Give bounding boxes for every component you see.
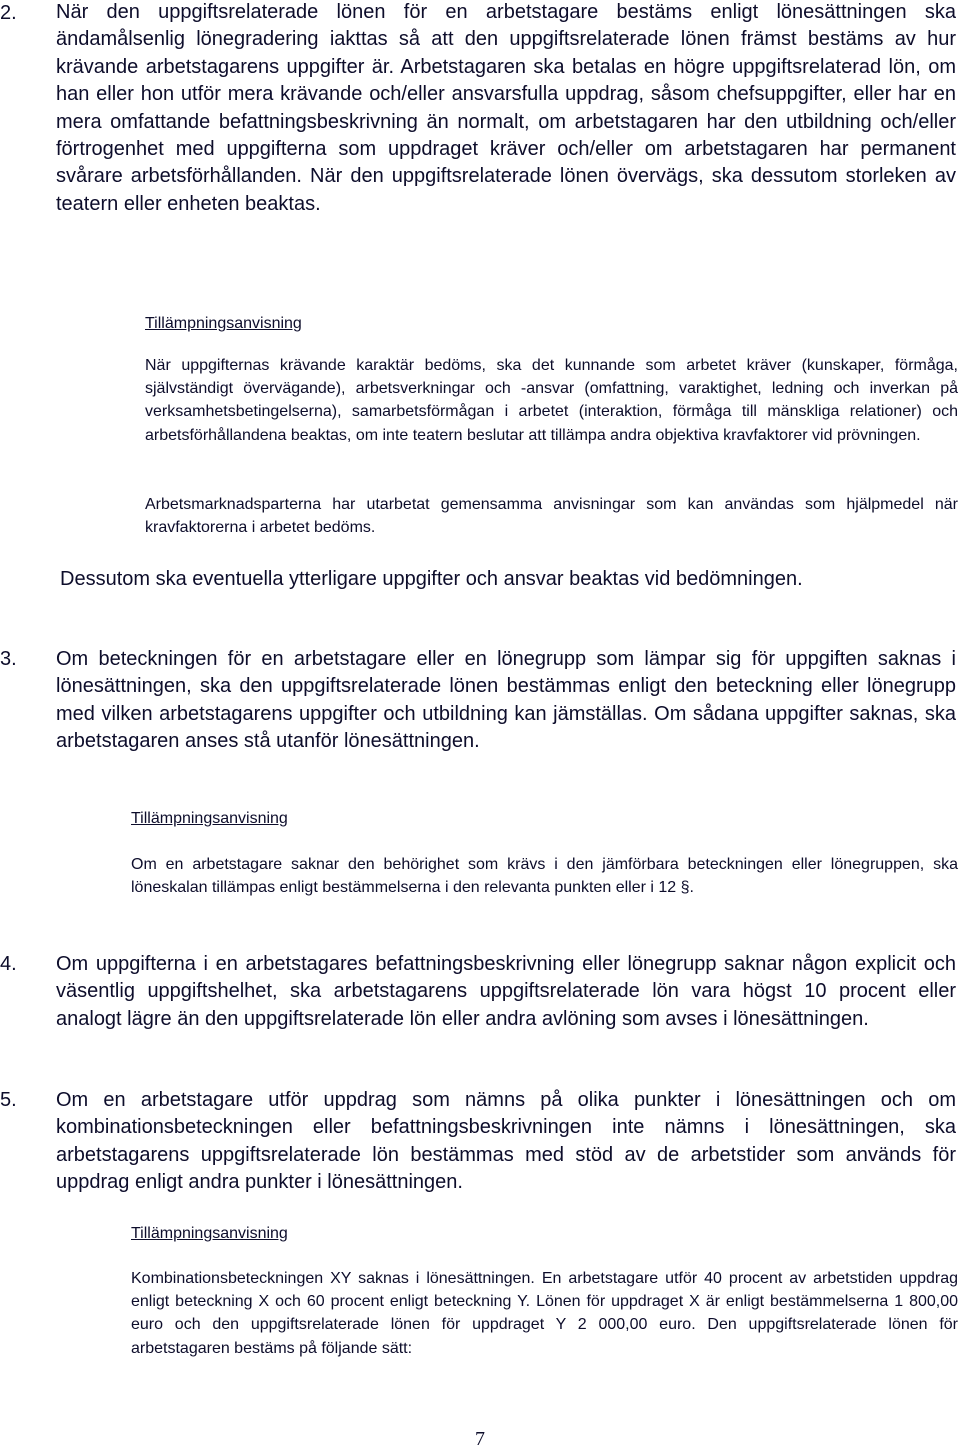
guideline-heading: Tillämpningsanvisning [131,1225,288,1242]
section-number: 5. [0,1089,17,1111]
section-text: Om en arbetstagare utför uppdrag som nämns på olika punkter i lönesättningen och om kombinationsbeteckningen eller befattningsbeskrivningen inte nämns i lönesättningen, ska arbetstagarens uppgiftsrelaterade lön bestämmas med stöd av de arbetstider som används för uppdrag enligt andra punkter i lönesättningen. [56,1089,956,1194]
guideline-heading: Tillämpningsanvisning [131,810,288,827]
section-number: 2. [0,2,17,24]
page-number: 7 [475,1428,485,1450]
section-number: 3. [0,648,17,670]
guideline-paragraph: Om en arbetstagare saknar den behörighet som krävs i den jämförbara beteckningen eller lönegruppen, ska löneskalan tillämpas enligt bestämmelserna i den relevanta punkten eller i 12 §. [131,856,958,897]
guideline-paragraph: Arbetsmarknadsparterna har utarbetat gemensamma anvisningar som kan användas som hjälpmedel när kravfaktorerna i arbetet bedöms. [145,496,958,537]
guideline-heading: Tillämpningsanvisning [145,315,302,332]
section-text: Om beteckningen för en arbetstagare eller en lönegrupp som lämpar sig för uppgiften saknas i lönesättningen, ska den uppgiftsrelaterade lönen bestämmas enligt den beteckning eller lönegrupp med vilken arbetstagarens uppgifter och utbildning kan jämställas. Om sådana uppgifter saknas, ska arbetstagaren anses stå utanför lönesättningen. [56,648,956,753]
section-text: Om uppgifterna i en arbetstagares befattningsbeskrivning eller lönegrupp saknar någon explicit och väsentlig uppgiftshelhet, ska arbetstagarens uppgiftsrelaterade lön vara högst 10 procent eller analogt lägre än den uppgiftsrelaterade lön eller andra avlöning som avses i lönesättningen. [56,953,956,1030]
guideline-paragraph: Kombinationsbeteckningen XY saknas i lönesättningen. En arbetstagare utför 40 procent av arbetstiden uppdrag enligt beteckning X och 60 procent enligt beteckning Y. Lönen för uppdraget X är enligt bestämmelserna 1 800,00 euro och den uppgiftsrelaterade lönen för uppdraget Y 2 000,00 euro. Den uppgiftsrelaterade lönen för arbetstagaren bestäms på följande sätt: [131,1270,958,1357]
closing-text: Dessutom ska eventuella ytterligare uppgifter och ansvar beaktas vid bedömningen. [60,568,803,590]
section-number: 4. [0,953,17,975]
section-text: När den uppgiftsrelaterade lönen för en arbetstagare bestäms enligt lönesättningen ska ändamålsenlig lönegradering iakttas så att den uppgiftsrelaterade lönen främst bestäms av hur krävande arbetstagarens uppgifter är. Arbetstagaren ska betalas en högre uppgiftsrelaterad lön, om han eller hon utför mera krävande och/eller ansvarsfulla uppdrag, såsom chefsuppgifter, eller har en mera omfattande befattningsbeskrivning än normalt, om arbetstagaren har den utbildning och/eller förtrogenhet med uppgifterna som uppdraget kräver och/eller om arbetstagaren har permanent svårare arbetsförhållanden. När den uppgiftsrelaterade lönen övervägs, ska dessutom storleken av teatern eller enheten beaktas. [56,1,956,215]
guideline-paragraph: När uppgifternas krävande karaktär bedöms, ska det kunnande som arbetet kräver (kunskaper, förmåga, självständigt övervägande), arbetsverkningar och -ansvar (omfattning, varaktighet, ledning och inverkan på verksamhetsbetingelserna), samarbetsförmågan i arbetet (interaktion, förmåga till mänskliga relationer) och arbetsförhållandena beaktas, om inte teatern beslutar att tillämpa andra objektiva kravfaktorer vid prövningen. [145,357,958,444]
